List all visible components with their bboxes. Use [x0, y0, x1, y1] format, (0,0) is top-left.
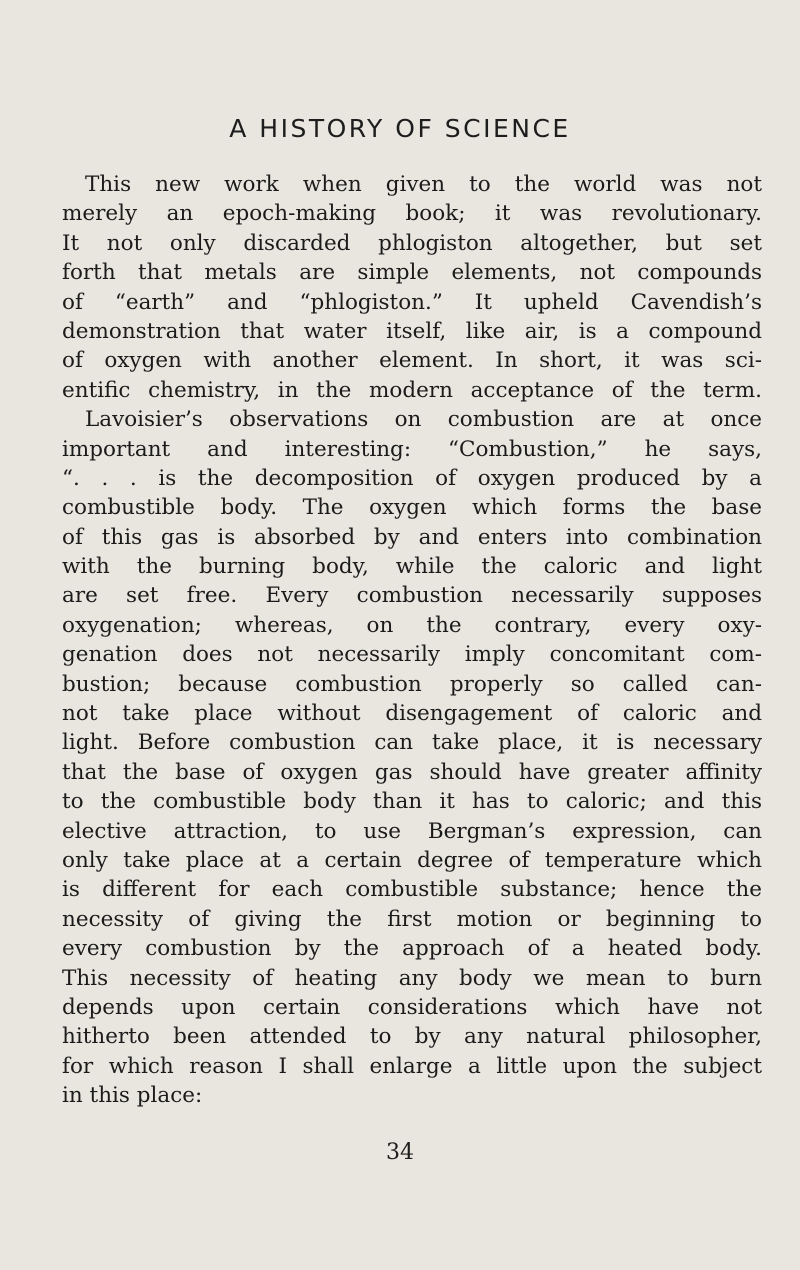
text-line: light. Before combustion can take place, it is necessary — [62, 730, 762, 756]
text-line: This new work when given to the world was not — [85, 172, 762, 197]
text-line: hitherto been attended to by any natural philosopher, — [62, 1024, 762, 1050]
text-line: genation does not necessarily imply concomitant com- — [62, 642, 762, 668]
text-line: It not only discarded phlogiston altogether, but set — [62, 230, 762, 256]
text-line: is different for each combustible substance; hence the — [62, 877, 762, 903]
text-line: “. . . is the decomposition of oxygen produced by a — [62, 465, 762, 491]
text-line: with the burning body, while the caloric and light — [62, 554, 762, 580]
text-line: in this place: — [62, 1083, 203, 1109]
page-number: 34 — [386, 1140, 414, 1165]
text-line: important and interesting: “Combustion,” he says, — [62, 436, 762, 462]
text-line: forth that metals are simple elements, not compounds — [62, 260, 762, 286]
text-line: only take place at a certain degree of temperature which — [62, 847, 762, 873]
text-line: oxygenation; whereas, on the contrary, every oxy- — [62, 612, 762, 638]
text-line: every combustion by the approach of a heated body. — [62, 936, 762, 962]
text-line: are set free. Every combustion necessarily supposes — [62, 583, 762, 609]
body-text — [62, 170, 762, 1111]
text-line: for which reason I shall enlarge a little upon the subject — [62, 1053, 762, 1079]
running-head: A HISTORY OF SCIENCE — [229, 114, 571, 143]
text-line: of this gas is absorbed by and enters into combination — [62, 524, 762, 550]
text-line: merely an epoch-making book; it was revolutionary. — [62, 201, 762, 227]
text-line: to the combustible body than it has to caloric; and this — [62, 789, 762, 815]
text-line: bustion; because combustion properly so called can- — [62, 671, 762, 697]
text-line: elective attraction, to use Bergman’s expression, can — [62, 818, 762, 844]
text-line: of oxygen with another element. In short, it was sci- — [62, 348, 762, 374]
text-line: demonstration that water itself, like air, is a compound — [62, 318, 762, 344]
text-line: necessity of giving the first motion or beginning to — [62, 906, 762, 932]
text-line: not take place without disengagement of caloric and — [62, 701, 762, 727]
text-line: This necessity of heating any body we mean to burn — [62, 965, 762, 991]
text-line: entific chemistry, in the modern acceptance of the term. — [62, 377, 762, 403]
text-line: Lavoisier’s observations on combustion are at once — [85, 407, 762, 433]
text-line: that the base of oxygen gas should have greater affinity — [62, 759, 762, 785]
text-line: depends upon certain considerations which have not — [62, 994, 762, 1020]
text-line: combustible body. The oxygen which forms the base — [62, 495, 762, 521]
text-line: of “earth” and “phlogiston.” It upheld Cavendish’s — [62, 289, 762, 315]
